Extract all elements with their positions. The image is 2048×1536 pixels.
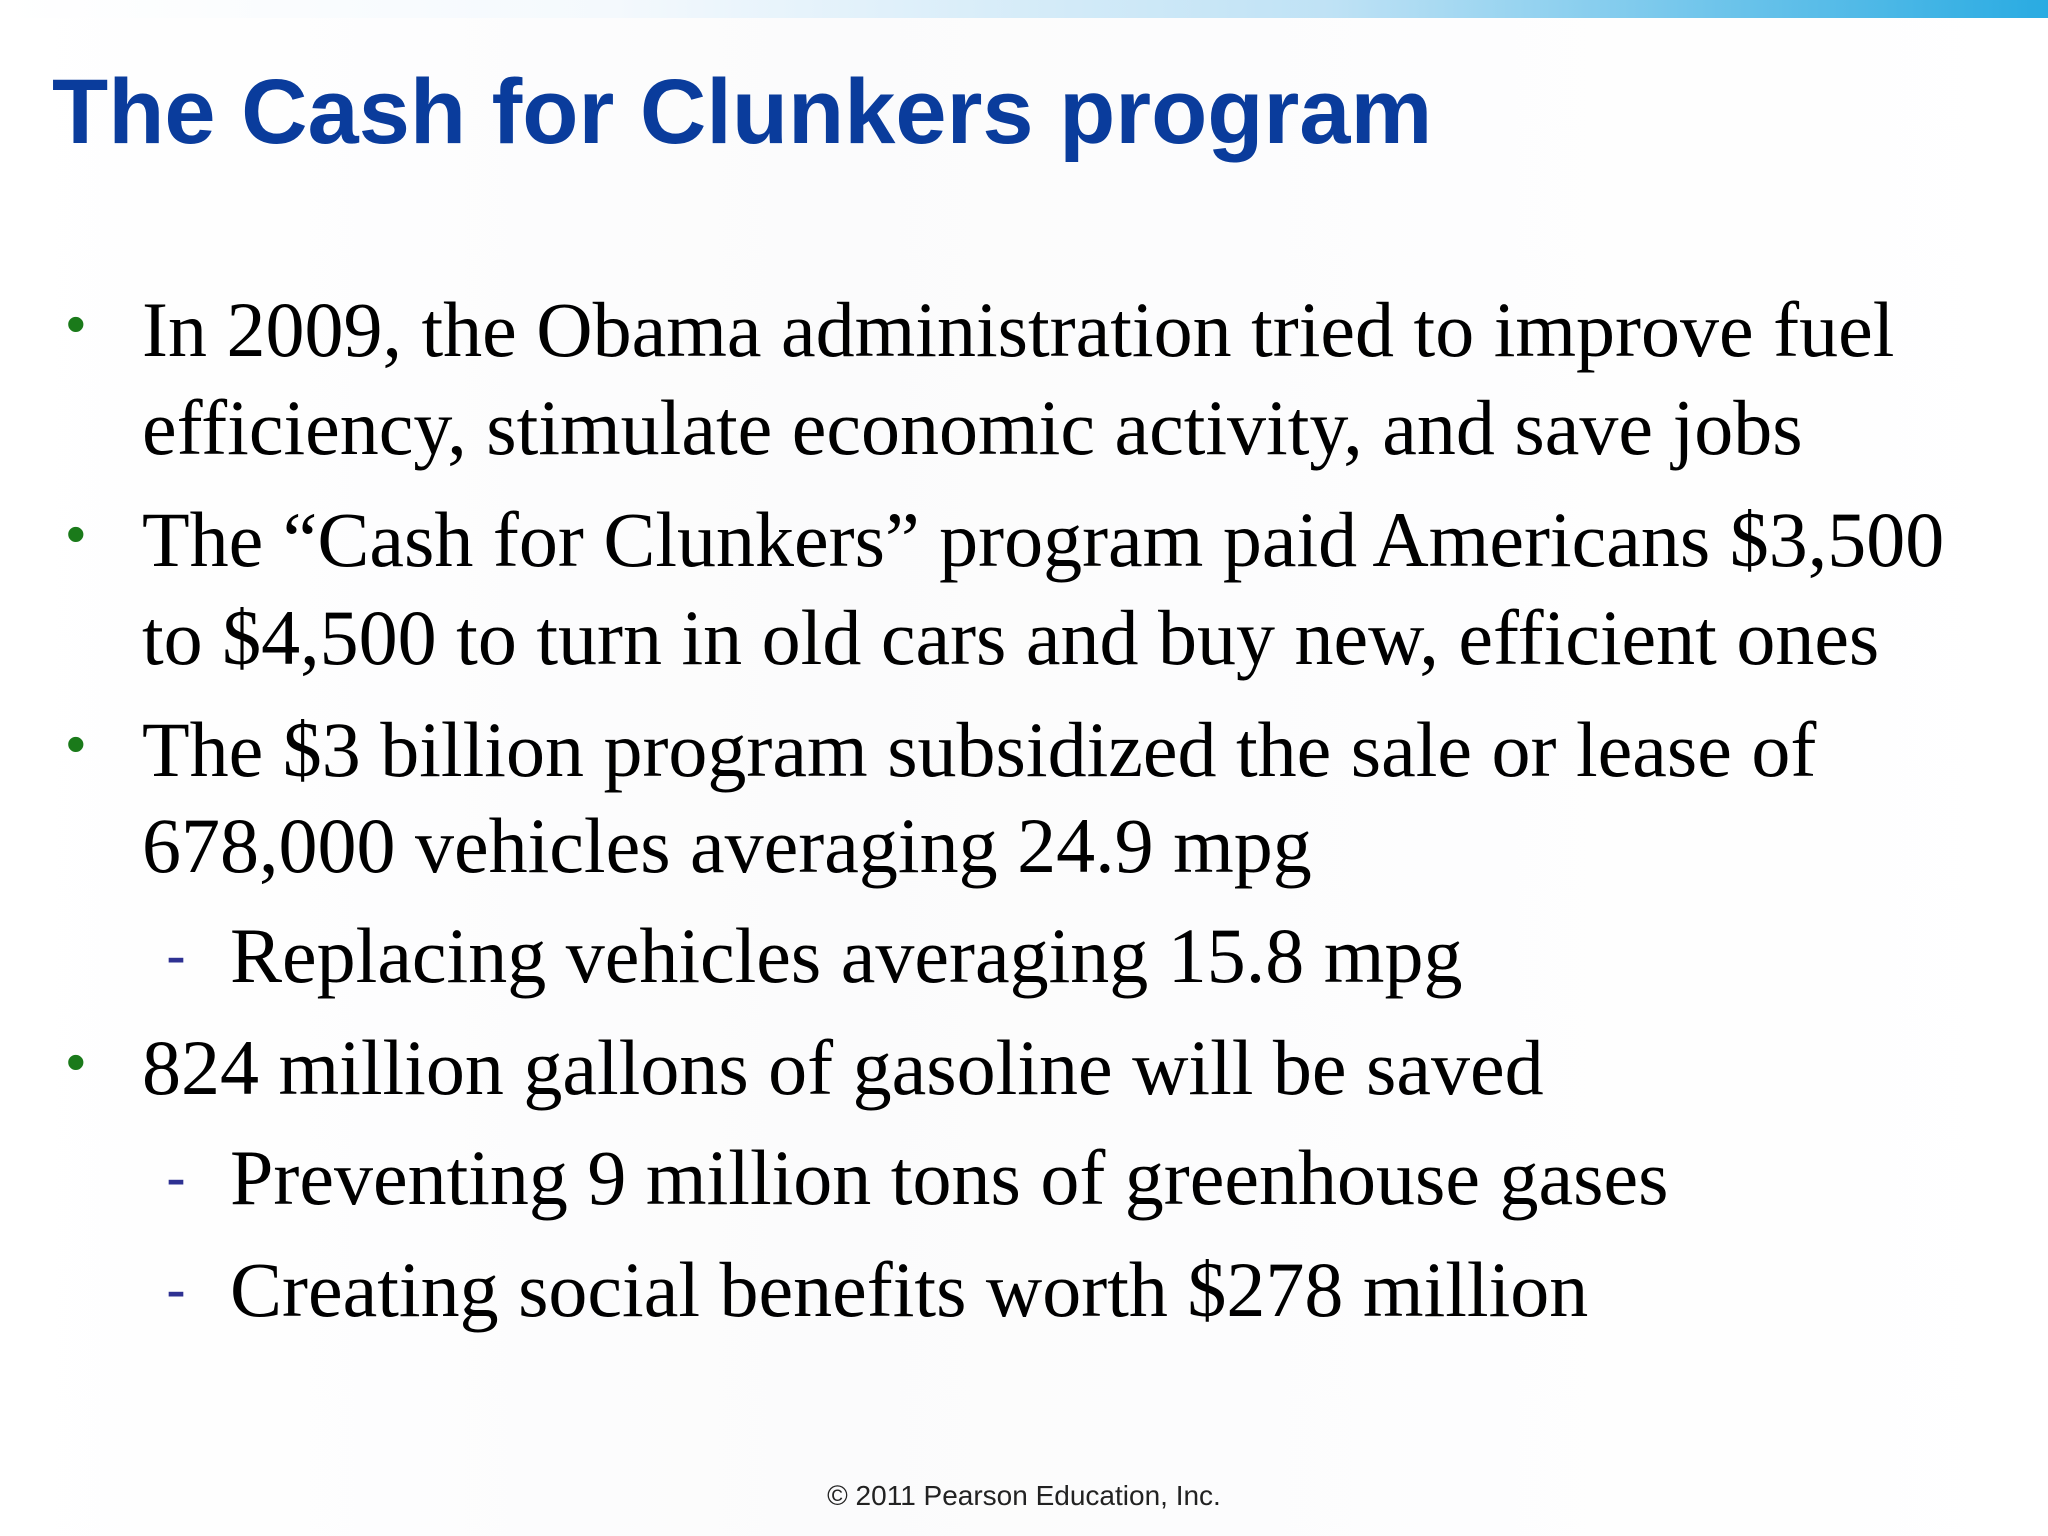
top-accent-band: [0, 0, 2048, 18]
bullet-dot-icon: •: [66, 502, 86, 565]
copyright-footer: © 2011 Pearson Education, Inc.: [827, 1480, 1221, 1511]
bullet-4-sub-1: Preventing 9 million tons of greenhouse gases: [230, 1134, 1669, 1221]
bullet-4-sub-2: Creating social benefits worth $278 million: [230, 1246, 1589, 1333]
sub-bullet-dash-icon: -: [166, 922, 186, 989]
bullet-dot-icon: •: [66, 1030, 86, 1093]
bullet-dot-icon: •: [66, 292, 86, 355]
sub-bullet-dash-icon: -: [166, 1256, 186, 1323]
bullet-1-line-2: efficiency, stimulate economic activity, and save jobs: [142, 384, 1803, 471]
bullet-1-line-1: In 2009, the Obama administration tried to improve fuel: [142, 286, 1895, 373]
bullet-2-line-2: to $4,500 to turn in old cars and buy new, efficient ones: [142, 594, 1880, 681]
slide-title: The Cash for Clunkers program: [52, 61, 1433, 163]
bullet-dot-icon: •: [66, 712, 86, 775]
bullet-3-line-2: 678,000 vehicles averaging 24.9 mpg: [142, 802, 1312, 889]
bullet-2-line-1: The “Cash for Clunkers” program paid Americans $3,500: [142, 496, 1945, 583]
bullet-3-sub-1: Replacing vehicles averaging 15.8 mpg: [230, 912, 1463, 999]
bullet-4-line-1: 824 million gallons of gasoline will be saved: [142, 1024, 1544, 1111]
bullet-3-line-1: The $3 billion program subsidized the sale or lease of: [142, 706, 1817, 793]
sub-bullet-dash-icon: -: [166, 1144, 186, 1211]
